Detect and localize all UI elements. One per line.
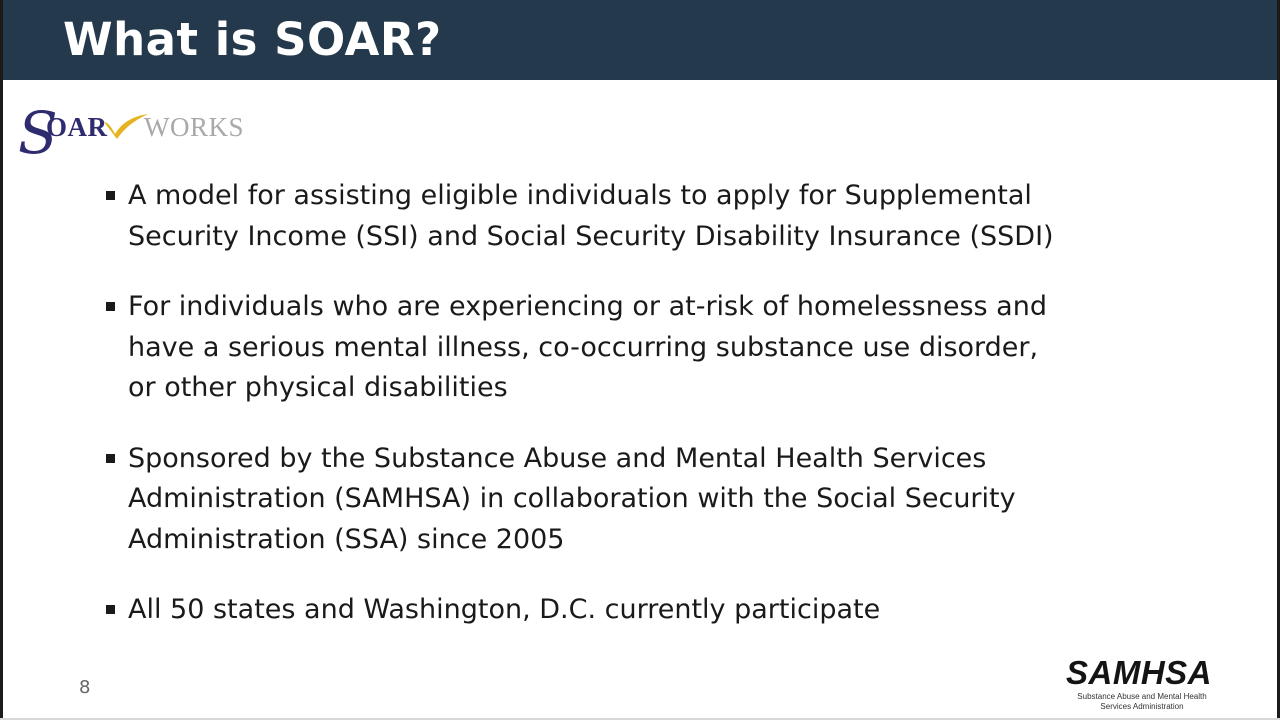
samhsa-name: SAMHSA [1066,654,1213,691]
checkmark-icon [102,110,150,140]
bullet-line: or other physical disabilities [128,372,508,403]
square-bullet-icon [106,302,115,311]
soar-works-logo [18,99,245,170]
slide-title: What is SOAR? [63,13,442,66]
logo-oar-text: OAR [46,112,108,142]
square-bullet-icon [106,605,115,614]
bullet-line: A model for assisting eligible individuals to apply for Supplemental [128,180,1032,211]
square-bullet-icon [106,454,115,463]
bullet-line: For individuals who are experiencing or at-risk of homelessness and [128,291,1047,322]
title-bar [3,0,1277,80]
bullet-item [104,176,1194,257]
bullet-line: Administration (SSA) since 2005 [128,523,565,555]
samhsa-subtitle-line: Substance Abuse and Mental Health [1077,692,1207,701]
bullet-line: Security Income (SSI) and Social Security Disability Insurance (SSDI) [128,220,1054,252]
bullet-list [104,176,1194,661]
bullet-item [104,590,1194,631]
page-number: 8 [79,677,91,698]
bullet-line: All 50 states and Washington, D.C. currently participate [128,594,881,625]
logo-works-text: WORKS [144,112,245,142]
bullet-line: Sponsored by the Substance Abuse and Mental Health Services [128,442,987,474]
samhsa-logo [1062,654,1222,714]
samhsa-subtitle [1062,692,1222,712]
square-bullet-icon [106,191,115,200]
bullet-line: Administration (SAMHSA) in collaboration with the Social Security [128,483,1016,514]
bullet-line: have a serious mental illness, co-occurring substance use disorder, [128,331,1039,363]
logo-s-letter: S [18,99,58,167]
bullet-item [104,439,1194,561]
bullet-item [104,287,1194,409]
samhsa-subtitle-line: Services Administration [1100,702,1184,711]
slide-edge-left [0,0,3,720]
